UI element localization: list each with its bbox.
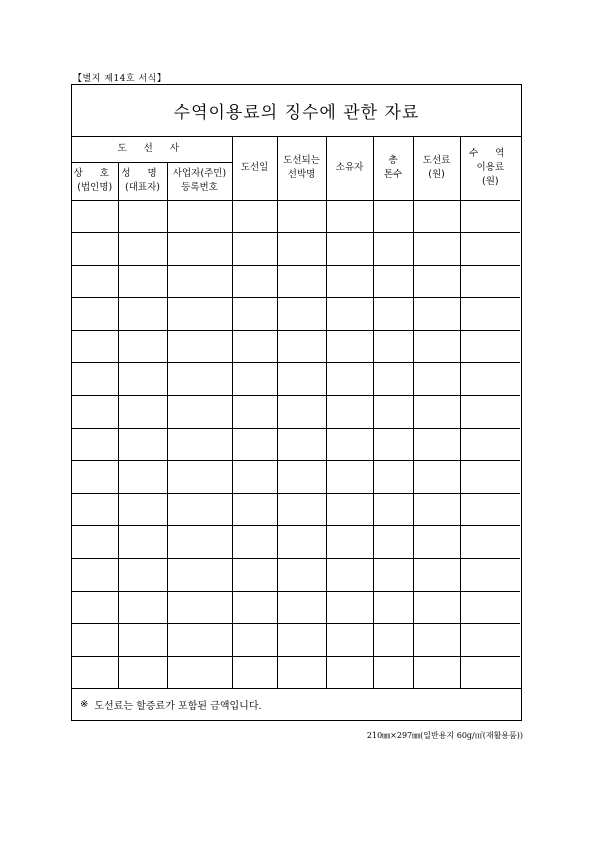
table-cell[interactable] bbox=[167, 591, 232, 624]
table-cell[interactable] bbox=[373, 559, 413, 592]
table-cell[interactable] bbox=[72, 265, 118, 298]
paper-size-label: 210㎜×297㎜(일반용지 60g/㎡(재활용품)) bbox=[366, 731, 523, 740]
table-cell[interactable] bbox=[232, 330, 277, 363]
table-cell[interactable] bbox=[373, 493, 413, 526]
table-cell[interactable] bbox=[118, 265, 167, 298]
table-cell[interactable] bbox=[326, 363, 373, 396]
table-cell[interactable] bbox=[118, 461, 167, 494]
table-cell[interactable] bbox=[232, 200, 277, 233]
table-cell[interactable] bbox=[277, 656, 326, 689]
table-cell[interactable] bbox=[326, 330, 373, 363]
table-cell[interactable] bbox=[413, 298, 460, 331]
table-row bbox=[72, 493, 520, 526]
table-cell[interactable] bbox=[326, 624, 373, 657]
table-cell[interactable] bbox=[232, 265, 277, 298]
table-cell[interactable] bbox=[326, 526, 373, 559]
table-cell[interactable] bbox=[277, 200, 326, 233]
table-cell[interactable] bbox=[232, 493, 277, 526]
group-header-pilot: 도 선 사 bbox=[72, 137, 232, 162]
table-cell[interactable] bbox=[72, 493, 118, 526]
table-row bbox=[72, 396, 520, 429]
table-cell[interactable] bbox=[277, 526, 326, 559]
reference-mark-icon: ※ bbox=[80, 699, 89, 710]
form-number-label: 【별지 제14호 서식】 bbox=[73, 74, 167, 84]
header-pilot-fee: 도선료 (원) bbox=[413, 137, 460, 200]
table-cell[interactable] bbox=[277, 428, 326, 461]
table-cell[interactable] bbox=[232, 298, 277, 331]
table-cell[interactable] bbox=[118, 493, 167, 526]
table-cell[interactable] bbox=[460, 298, 520, 331]
table-cell[interactable] bbox=[167, 233, 232, 266]
table-cell[interactable] bbox=[326, 200, 373, 233]
table-row bbox=[72, 265, 520, 298]
table-cell[interactable] bbox=[167, 200, 232, 233]
table-cell[interactable] bbox=[277, 591, 326, 624]
table-cell[interactable] bbox=[326, 461, 373, 494]
table-cell[interactable] bbox=[460, 656, 520, 689]
table-cell[interactable] bbox=[118, 233, 167, 266]
table-cell[interactable] bbox=[232, 624, 277, 657]
table-cell[interactable] bbox=[373, 526, 413, 559]
table-cell[interactable] bbox=[277, 330, 326, 363]
table-cell[interactable] bbox=[167, 493, 232, 526]
table-cell[interactable] bbox=[277, 298, 326, 331]
table-cell[interactable] bbox=[413, 200, 460, 233]
table-cell[interactable] bbox=[326, 233, 373, 266]
table-cell[interactable] bbox=[413, 624, 460, 657]
table-cell[interactable] bbox=[118, 428, 167, 461]
table-cell[interactable] bbox=[413, 396, 460, 429]
table-cell[interactable] bbox=[118, 200, 167, 233]
table-cell[interactable] bbox=[413, 428, 460, 461]
table-cell[interactable] bbox=[373, 624, 413, 657]
table-cell[interactable] bbox=[277, 233, 326, 266]
table-row bbox=[72, 591, 520, 624]
table-cell[interactable] bbox=[277, 461, 326, 494]
table-cell[interactable] bbox=[72, 624, 118, 657]
table-cell[interactable] bbox=[277, 363, 326, 396]
table-cell[interactable] bbox=[326, 656, 373, 689]
table-cell[interactable] bbox=[460, 200, 520, 233]
table-row bbox=[72, 526, 520, 559]
table-cell[interactable] bbox=[460, 526, 520, 559]
footnote-text: 도선료는 할증료가 포함된 금액입니다. bbox=[94, 701, 262, 712]
table-cell[interactable] bbox=[72, 363, 118, 396]
table-cell[interactable] bbox=[460, 461, 520, 494]
table-row bbox=[72, 461, 520, 494]
table-cell[interactable] bbox=[413, 363, 460, 396]
table-cell[interactable] bbox=[277, 559, 326, 592]
table-cell[interactable] bbox=[232, 428, 277, 461]
table-cell[interactable] bbox=[118, 526, 167, 559]
table-cell[interactable] bbox=[72, 656, 118, 689]
table-cell[interactable] bbox=[460, 559, 520, 592]
table-cell[interactable] bbox=[373, 656, 413, 689]
table-cell[interactable] bbox=[72, 461, 118, 494]
table-cell[interactable] bbox=[118, 396, 167, 429]
table-row bbox=[72, 428, 520, 461]
header-registration-number: 사업자(주민) 등록번호 bbox=[167, 162, 232, 200]
table-cell[interactable] bbox=[373, 396, 413, 429]
table-cell[interactable] bbox=[460, 233, 520, 266]
table-cell[interactable] bbox=[167, 559, 232, 592]
header-representative: 성 명 (대표자) bbox=[118, 162, 167, 200]
form-title: 수역이용료의 징수에 관한 자료 bbox=[72, 85, 521, 137]
table-cell[interactable] bbox=[167, 624, 232, 657]
table-cell[interactable] bbox=[413, 656, 460, 689]
table-cell[interactable] bbox=[326, 298, 373, 331]
table-cell[interactable] bbox=[72, 233, 118, 266]
header-pilot-date: 도선일 bbox=[232, 137, 277, 200]
table-cell[interactable] bbox=[326, 396, 373, 429]
table-row bbox=[72, 624, 520, 657]
table-cell[interactable] bbox=[413, 526, 460, 559]
data-form bbox=[71, 84, 522, 721]
table-row bbox=[72, 200, 520, 233]
table-cell[interactable] bbox=[413, 233, 460, 266]
table-cell[interactable] bbox=[232, 461, 277, 494]
table-cell[interactable] bbox=[460, 396, 520, 429]
table-cell[interactable] bbox=[167, 461, 232, 494]
table-cell[interactable] bbox=[413, 559, 460, 592]
data-table bbox=[72, 137, 520, 689]
table-cell[interactable] bbox=[460, 363, 520, 396]
table-cell[interactable] bbox=[232, 559, 277, 592]
table-cell[interactable] bbox=[413, 493, 460, 526]
table-cell[interactable] bbox=[373, 461, 413, 494]
table-cell[interactable] bbox=[373, 428, 413, 461]
table-cell[interactable] bbox=[72, 200, 118, 233]
table-cell[interactable] bbox=[167, 330, 232, 363]
table-cell[interactable] bbox=[460, 493, 520, 526]
table-row bbox=[72, 656, 520, 689]
table-cell[interactable] bbox=[118, 330, 167, 363]
table-cell[interactable] bbox=[460, 428, 520, 461]
table-cell[interactable] bbox=[413, 265, 460, 298]
table-cell[interactable] bbox=[277, 396, 326, 429]
header-owner: 소유자 bbox=[326, 137, 373, 200]
header-water-usage-fee: 수 역 이용료 (원) bbox=[460, 137, 520, 200]
header-trade-name: 상 호 (법인명) bbox=[72, 162, 118, 200]
table-cell[interactable] bbox=[460, 330, 520, 363]
table-cell[interactable] bbox=[373, 200, 413, 233]
table-cell[interactable] bbox=[277, 265, 326, 298]
table-cell[interactable] bbox=[118, 559, 167, 592]
table-cell[interactable] bbox=[167, 396, 232, 429]
table-cell[interactable] bbox=[167, 265, 232, 298]
table-cell[interactable] bbox=[326, 493, 373, 526]
table-cell[interactable] bbox=[118, 624, 167, 657]
footnote bbox=[72, 688, 521, 720]
table-cell[interactable] bbox=[460, 591, 520, 624]
header-gross-tonnage: 총 톤수 bbox=[373, 137, 413, 200]
table-cell[interactable] bbox=[277, 624, 326, 657]
table-cell[interactable] bbox=[277, 493, 326, 526]
table-cell[interactable] bbox=[460, 265, 520, 298]
table-cell[interactable] bbox=[72, 428, 118, 461]
table-cell[interactable] bbox=[326, 591, 373, 624]
table-cell[interactable] bbox=[413, 461, 460, 494]
table-cell[interactable] bbox=[326, 559, 373, 592]
table-cell[interactable] bbox=[72, 559, 118, 592]
table-cell[interactable] bbox=[373, 330, 413, 363]
table-row bbox=[72, 233, 520, 266]
table-row bbox=[72, 298, 520, 331]
table-cell[interactable] bbox=[232, 656, 277, 689]
table-cell[interactable] bbox=[232, 591, 277, 624]
table-cell[interactable] bbox=[167, 363, 232, 396]
table-cell[interactable] bbox=[72, 526, 118, 559]
table-cell[interactable] bbox=[118, 591, 167, 624]
table-cell[interactable] bbox=[326, 428, 373, 461]
table-cell[interactable] bbox=[460, 624, 520, 657]
table-cell[interactable] bbox=[167, 428, 232, 461]
table-cell[interactable] bbox=[413, 330, 460, 363]
table-cell[interactable] bbox=[232, 363, 277, 396]
table-cell[interactable] bbox=[373, 265, 413, 298]
table-cell[interactable] bbox=[72, 330, 118, 363]
table-cell[interactable] bbox=[232, 233, 277, 266]
table-cell[interactable] bbox=[373, 363, 413, 396]
header-ship-name: 도선되는 선박명 bbox=[277, 137, 326, 200]
table-cell[interactable] bbox=[232, 526, 277, 559]
table-cell[interactable] bbox=[167, 656, 232, 689]
table-cell[interactable] bbox=[232, 396, 277, 429]
table-cell[interactable] bbox=[373, 298, 413, 331]
table-row bbox=[72, 330, 520, 363]
table-row bbox=[72, 363, 520, 396]
table-cell[interactable] bbox=[326, 265, 373, 298]
table-cell[interactable] bbox=[118, 656, 167, 689]
table-body bbox=[72, 200, 520, 689]
table-cell[interactable] bbox=[167, 298, 232, 331]
table-row bbox=[72, 559, 520, 592]
table-cell[interactable] bbox=[413, 591, 460, 624]
table-cell[interactable] bbox=[373, 233, 413, 266]
table-cell[interactable] bbox=[72, 591, 118, 624]
table-cell[interactable] bbox=[373, 591, 413, 624]
table-cell[interactable] bbox=[72, 298, 118, 331]
table-cell[interactable] bbox=[118, 298, 167, 331]
table-cell[interactable] bbox=[167, 526, 232, 559]
table-cell[interactable] bbox=[118, 363, 167, 396]
table-cell[interactable] bbox=[72, 396, 118, 429]
